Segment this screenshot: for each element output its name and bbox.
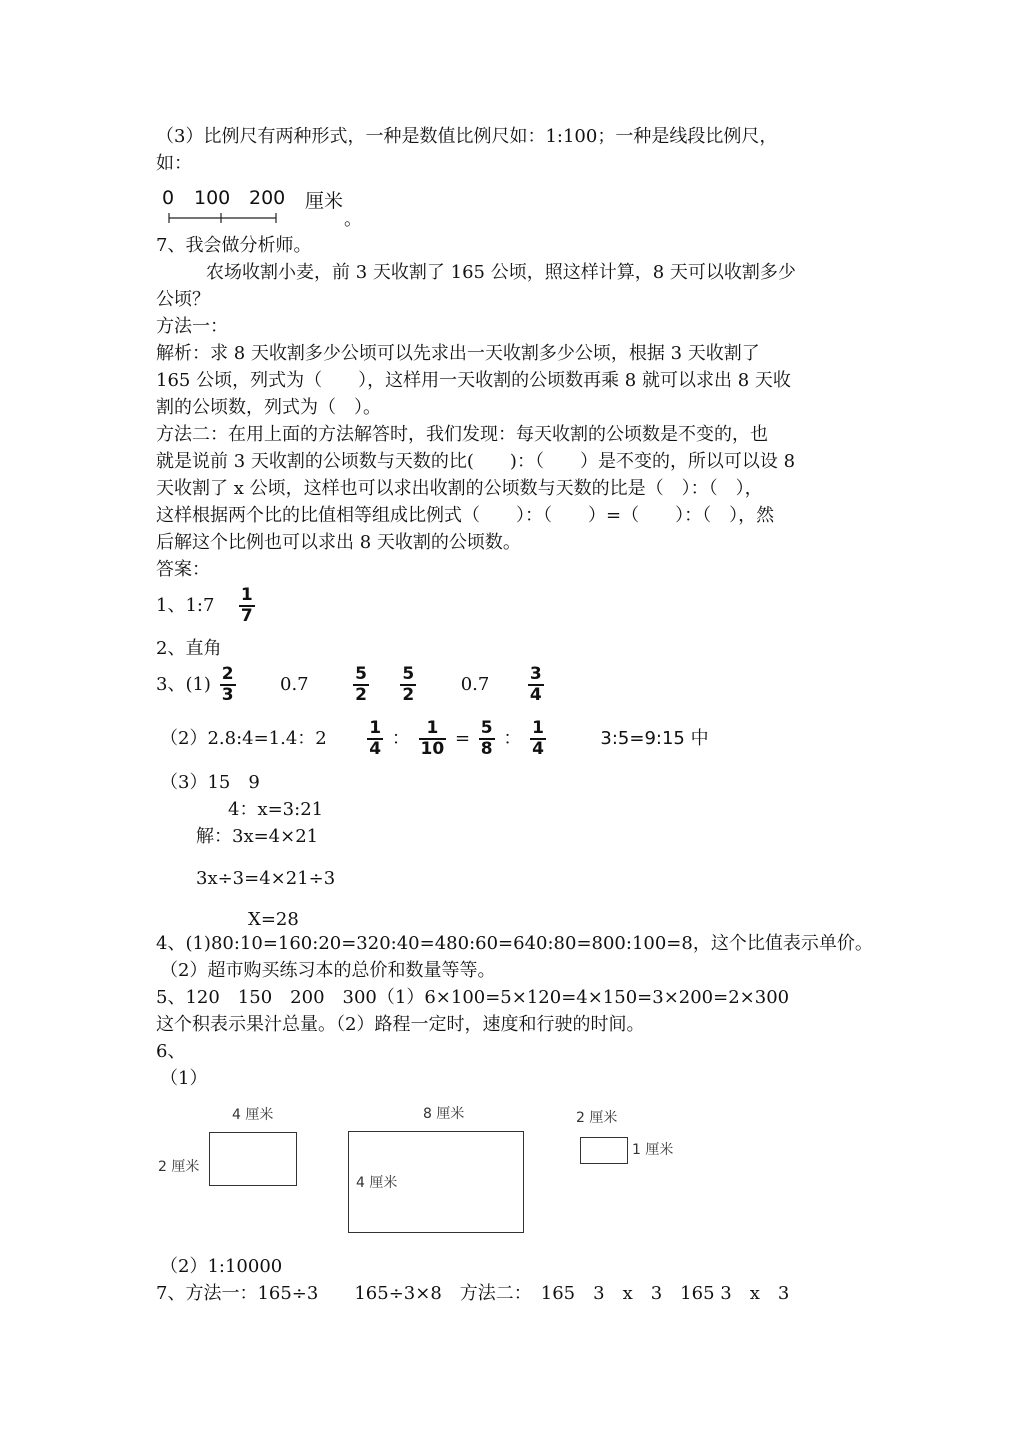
answer-2: 2、直角 [156,638,222,659]
fraction-denominator: 4 [369,739,382,759]
rect-1 [209,1132,297,1186]
answer-4-line2: （2）超市购买练习本的总价和数量等等。 [160,960,496,981]
answer-1 [156,586,258,626]
answer-1-text: 1、1:7 [156,595,215,616]
answer-3-frac-d [528,665,544,705]
answer-3-value-a: 0.7 [280,674,309,695]
fraction-denominator: 4 [532,739,544,759]
scale-label-0: 0 [162,187,175,209]
fraction-numerator: 1 [532,718,544,738]
intro-line2: 如： [156,153,192,174]
rect3-side-label: 1 厘米 [632,1142,674,1158]
fraction-denominator: 3 [221,685,234,705]
answers-title: 答案： [156,559,210,580]
answer-3-frac-b [353,665,369,705]
fraction-numerator: 1 [240,585,253,605]
answer-3-2-frac-b [419,719,447,759]
fraction-numerator: 5 [402,664,415,684]
answer-3-3: （3）15 9 [160,772,260,793]
scale-label-unit: 厘米 [305,190,344,212]
rect3-top-label: 2 厘米 [576,1110,618,1126]
fraction-numerator: 1 [369,718,382,738]
q7-method1-line1: 解析：求 8 天收割多少公顷可以先求出一天收割多少公顷，根据 3 天收割了 [156,343,760,364]
scale-period: 。 [344,209,362,230]
q7-problem-2: 公顷？ [156,289,210,310]
rect-2 [348,1131,524,1233]
q7-method2-line3: 天收割了 x 公顷，这样也可以求出收割的公顷数与天数的比是（ ）：（ ）， [156,478,763,499]
q7-method2-line5: 后解这个比例也可以求出 8 天收割的公顷数。 [156,532,521,553]
answer-1-fraction [239,586,255,626]
ratio-colon: ： [503,728,522,749]
fraction-denominator: 2 [355,685,367,705]
rect2-top-label: 8 厘米 [423,1106,465,1122]
answer-3-2-prefix: （2）2.8:4=1.4：2 [160,728,327,749]
fraction-numerator: 5 [480,718,493,738]
rect1-side-label: 2 厘米 [158,1159,200,1175]
q7-method2-line4: 这样根据两个比的比值相等组成比例式（ ）：（ ）=（ ）：（ ），然 [156,505,775,526]
answer-6-1: （1） [160,1068,208,1089]
fraction-numerator: 1 [426,718,439,738]
answer-4-line1: 4、(1)80:10=160:20=320:40=480:60=640:80=800:100=8，这个比值表示单价。 [156,933,873,954]
answer-5-line1: 5、120 150 200 300（1）6×100=5×120=4×150=3×200=2×300 [156,987,790,1008]
answer-5-line2: 这个积表示果汁总量。（2）路程一定时，速度和行驶的时间。 [156,1014,645,1035]
q7-method1-line3: 割的公顷数，列式为（ ）。 [156,397,381,418]
ratio-colon: ： [391,728,410,749]
answer-3-value-b: 0.7 [460,674,490,695]
answer-7: 7、方法一：165÷3 165÷3×8 方法二： 165 3 x 3 165 3 x 3 [156,1283,790,1304]
q7-title: 7、我会做分析师。 [156,235,312,256]
answer-3-1 [156,664,547,706]
rect-3 [580,1137,628,1164]
answer-6-2: （2）1:10000 [160,1256,283,1277]
answer-3-2-frac-a [367,719,383,759]
answer-3-3-eq1: 4：x=3:21 [228,799,324,820]
fraction-denominator: 7 [240,606,253,626]
answer-3-3-eq2: 解：3x=4×21 [196,826,319,847]
answer-3-2 [160,718,709,760]
fraction-denominator: 10 [420,739,445,759]
scale-bar [166,212,286,224]
q7-method1-title: 方法一： [156,316,228,337]
intro-line1: （3）比例尺有两种形式，一种是数值比例尺如：1:100；一种是线段比例尺， [156,126,778,147]
fraction-denominator: 2 [402,685,415,705]
answer-3-frac-c [400,665,416,705]
q7-problem-1: 农场收割小麦，前 3 天收割了 165 公顷，照这样计算，8 天可以收割多少 [206,262,796,283]
rect2-side-label: 4 厘米 [356,1175,398,1191]
q7-method2-line1: 方法二：在用上面的方法解答时，我们发现：每天收割的公顷数是不变的，也 [156,424,768,445]
answer-3-3-eq3: 3x÷3=4×21÷3 [196,868,336,889]
equals-sign: = [454,728,471,749]
scale-label-200: 200 [249,187,286,209]
fraction-numerator: 5 [355,664,367,684]
answer-3-3-eq4: X=28 [248,909,299,930]
answer-3-frac-a [220,665,236,705]
answer-6: 6、 [156,1041,186,1062]
fraction-denominator: 4 [529,685,542,705]
answer-3-2-frac-c [479,719,495,759]
answer-3-2-tail: 3:5=9:15 中 [600,728,709,749]
q7-method2-line2: 就是说前 3 天收割的公顷数与天数的比( )：（ ）是不变的，所以可以设 8 [156,451,796,472]
scale-label-100: 100 [194,187,231,209]
rect1-top-label: 4 厘米 [232,1107,274,1123]
fraction-denominator: 8 [480,739,493,759]
q7-method1-line2: 165 公顷，列式为（ ），这样用一天收割的公顷数再乘 8 就可以求出 8 天收 [156,370,791,391]
fraction-numerator: 2 [221,664,234,684]
answer-3-prefix: 3、(1) [156,674,211,695]
answer-3-2-frac-d [530,719,546,759]
fraction-numerator: 3 [529,664,542,684]
